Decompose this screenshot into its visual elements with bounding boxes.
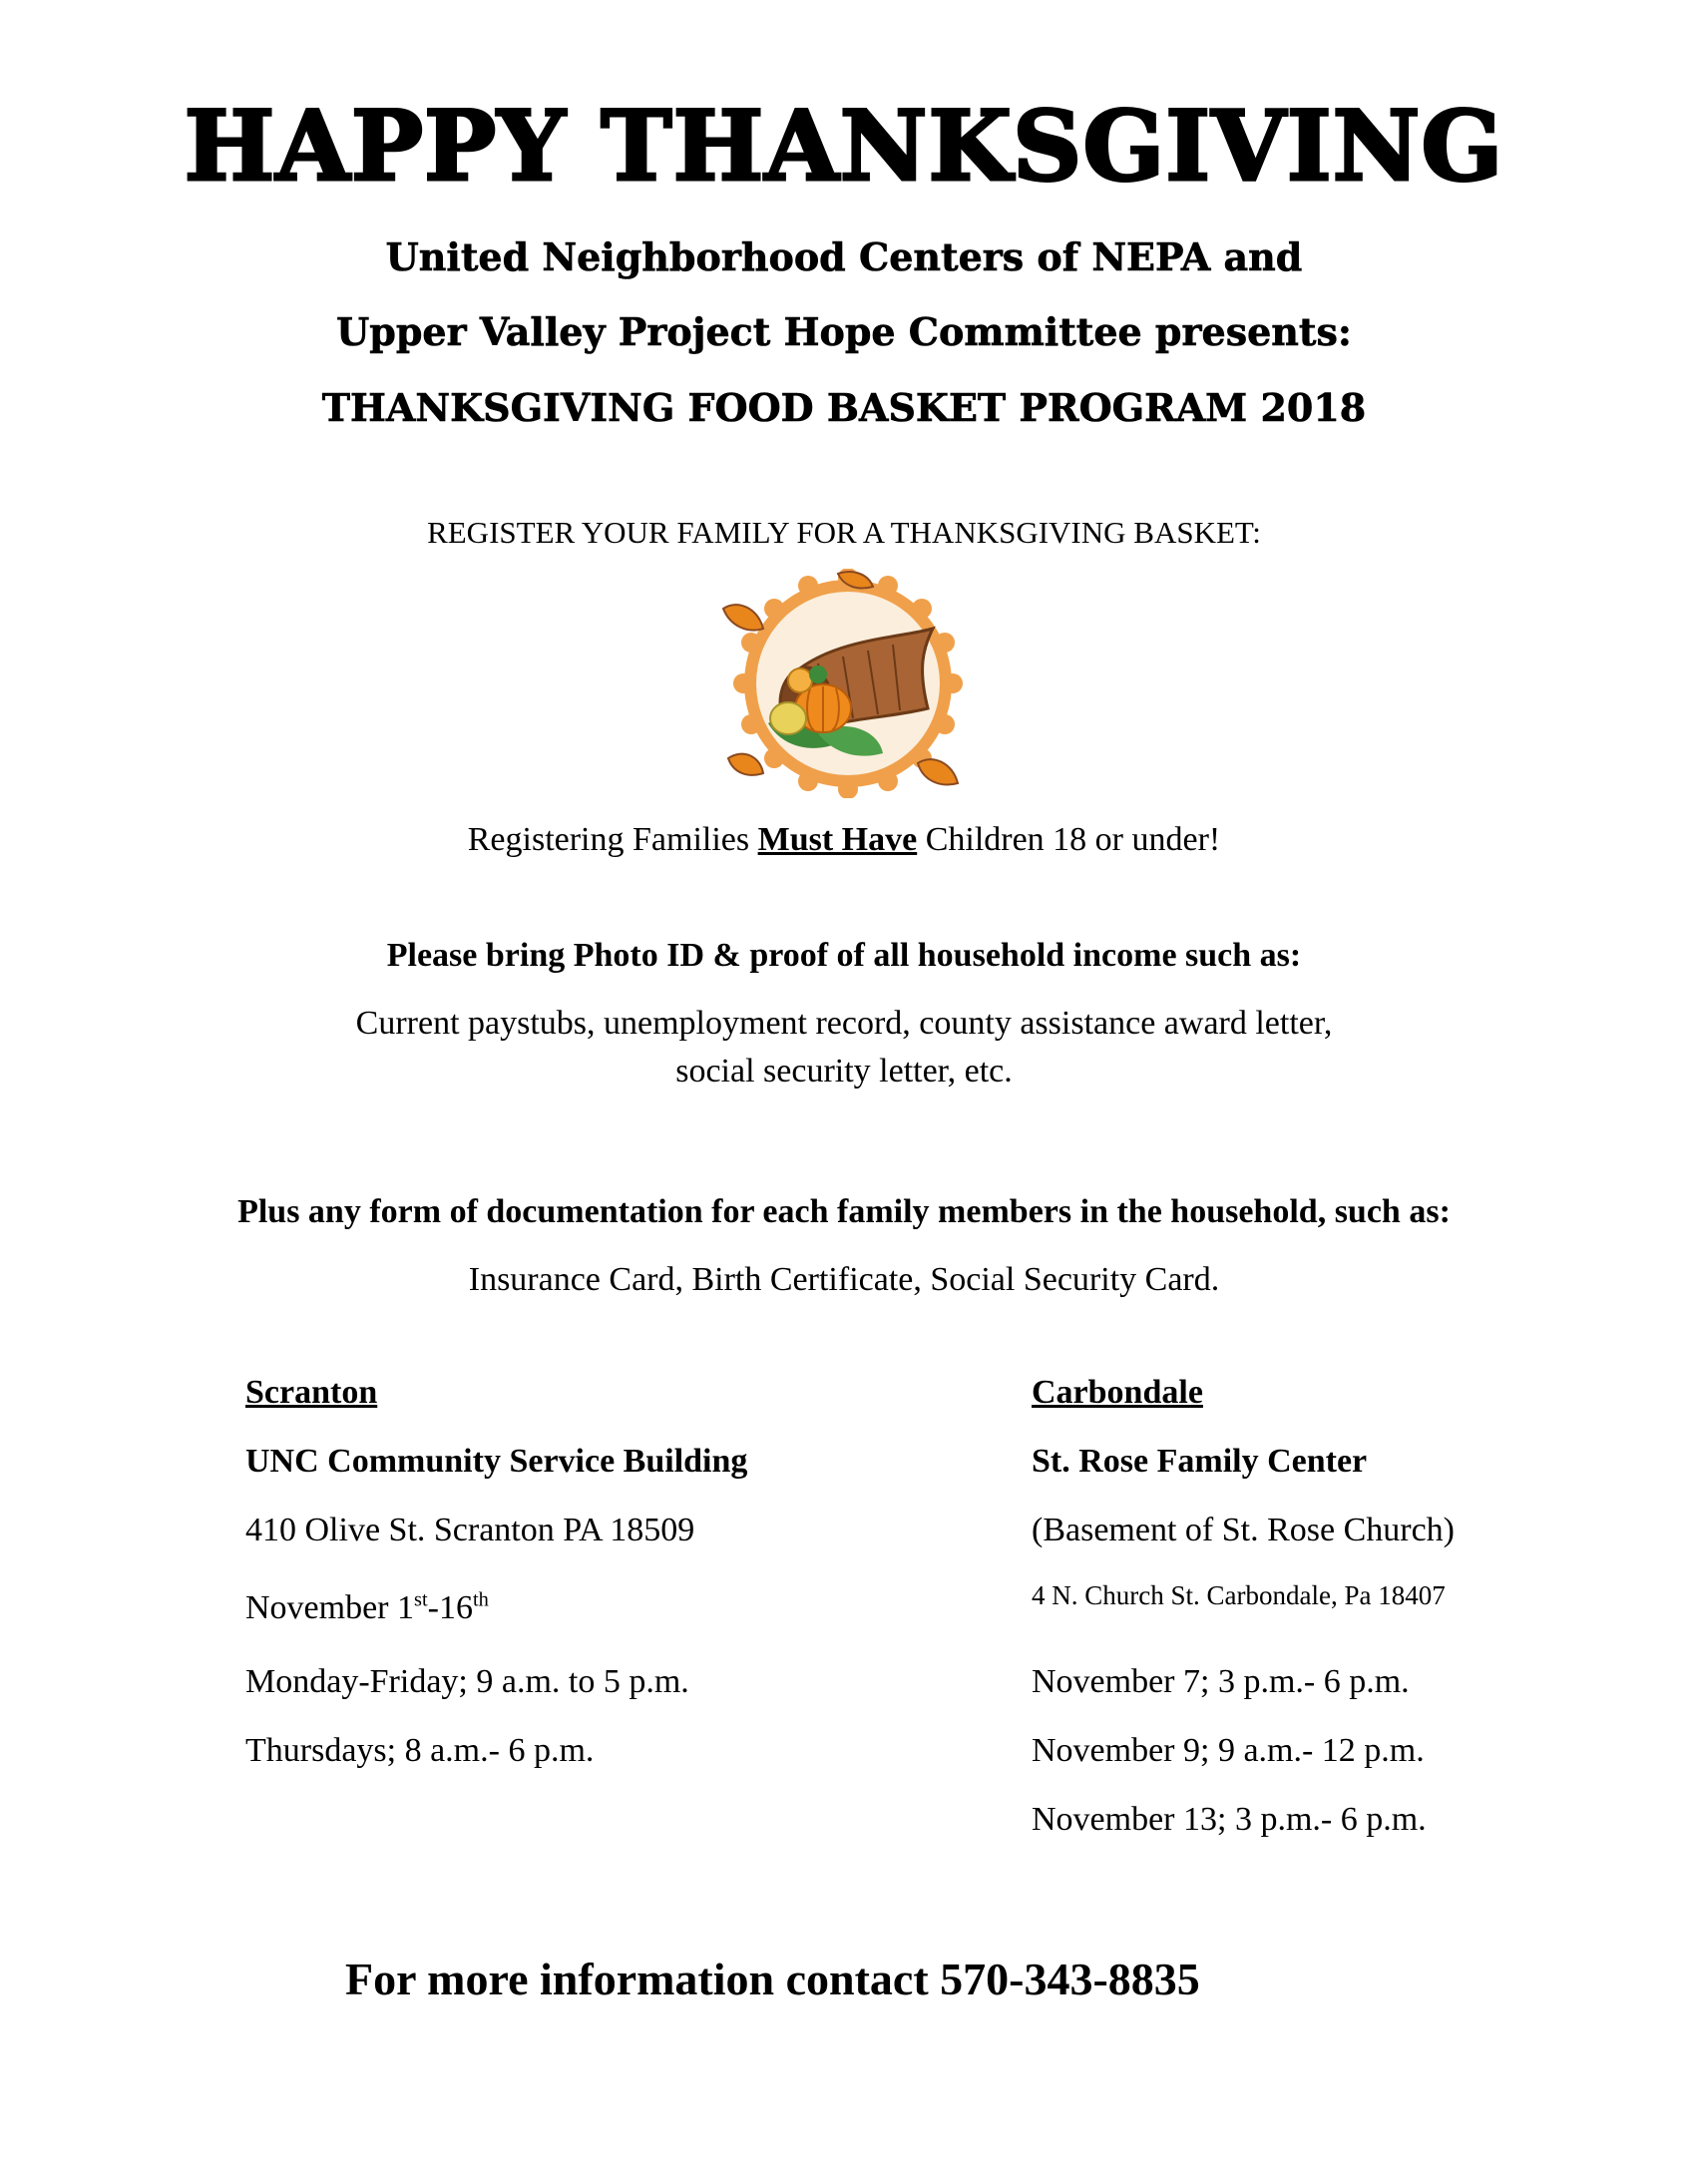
income-docs-line-2: social security letter, etc. xyxy=(675,1053,1013,1090)
carbondale-date-3: November 13; 3 p.m.- 6 p.m. xyxy=(1032,1801,1427,1838)
page-title: HAPPY THANKSGIVING xyxy=(184,90,1504,203)
income-docs-heading: Please bring Photo ID & proof of all household income such as: xyxy=(386,937,1302,974)
family-docs-heading: Plus any form of documentation for each family members in the household, such as: xyxy=(237,1193,1451,1230)
scranton-dates-prefix: November 1 xyxy=(245,1589,415,1626)
carbondale-date-2: November 9; 9 a.m.- 12 p.m. xyxy=(1032,1732,1425,1769)
presenters-line-1: United Neighborhood Centers of NEPA and xyxy=(385,234,1303,279)
scranton-dates-sup-2: th xyxy=(472,1588,489,1611)
scranton-heading: Scranton xyxy=(245,1374,378,1411)
eligibility-emphasis: Must Have xyxy=(757,821,918,858)
scranton-dates xyxy=(245,1586,489,1630)
scranton-hours-2: Thursdays; 8 a.m.- 6 p.m. xyxy=(245,1732,595,1769)
program-title: THANKSGIVING FOOD BASKET PROGRAM 2018 xyxy=(321,385,1367,430)
carbondale-heading: Carbondale xyxy=(1032,1374,1203,1411)
eligibility-after: Children 18 or under! xyxy=(917,821,1221,858)
cornucopia-icon xyxy=(718,569,978,798)
eligibility-before: Registering Families xyxy=(467,821,758,858)
income-docs-line-1: Current paystubs, unemployment record, county assistance award letter, xyxy=(355,1005,1333,1042)
contact-info: For more information contact 570-343-8835 xyxy=(345,1954,1200,2004)
carbondale-building: St. Rose Family Center xyxy=(1032,1443,1368,1480)
carbondale-address: 4 N. Church St. Carbondale, Pa 18407 xyxy=(1032,1580,1446,1610)
scranton-hours-1: Monday-Friday; 9 a.m. to 5 p.m. xyxy=(245,1663,689,1700)
carbondale-date-1: November 7; 3 p.m.- 6 p.m. xyxy=(1032,1663,1410,1700)
scranton-dates-sup-1: st xyxy=(414,1588,428,1611)
scranton-address: 410 Olive St. Scranton PA 18509 xyxy=(245,1512,695,1548)
scranton-dates-mid: -16 xyxy=(427,1589,473,1626)
register-prompt: REGISTER YOUR FAMILY FOR A THANKSGIVING BASKET: xyxy=(427,515,1261,550)
scranton-building: UNC Community Service Building xyxy=(245,1443,748,1480)
eligibility-note xyxy=(0,818,1688,862)
carbondale-note: (Basement of St. Rose Church) xyxy=(1032,1512,1455,1548)
presenters-line-2: Upper Valley Project Hope Committee presents: xyxy=(336,309,1352,354)
family-docs-items: Insurance Card, Birth Certificate, Social Security Card. xyxy=(468,1261,1220,1298)
